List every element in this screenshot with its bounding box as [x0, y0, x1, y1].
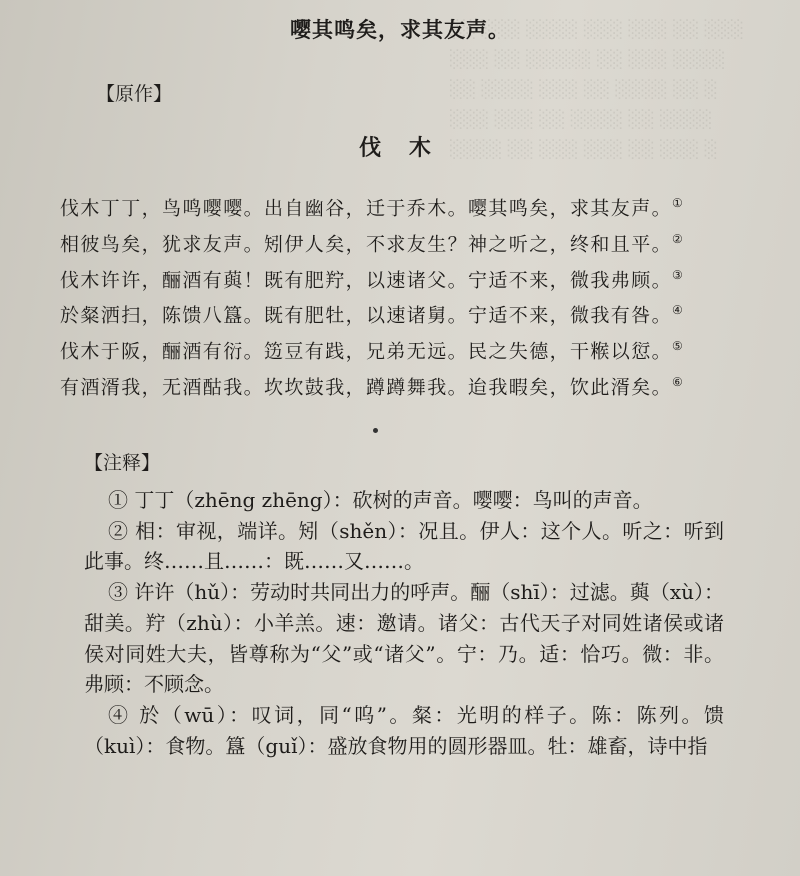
notes-label: 【注释】 [84, 452, 161, 474]
poem-line: 伐木丁丁，鸟鸣嘤嘤。出自幽谷，迁于乔木。嘤其鸣矣，求其友声。① [60, 196, 683, 220]
poem-line: 伐木于阪，酾酒有衍。笾豆有践，兄弟无远。民之失德，干糇以愆。⑤ [60, 339, 683, 363]
notes-body [84, 485, 724, 761]
print-dot [373, 428, 378, 433]
running-head: 嘤其鸣矣，求其友声。 [290, 18, 510, 42]
poem-line: 於粲洒扫，陈馈八簋。既有肥牡，以速诸舅。宁适不来，微我有咎。④ [60, 303, 683, 327]
poem-text [60, 188, 780, 403]
poem-line: 相彼鸟矣，犹求友声。矧伊人矣，不求友生？神之听之，终和且平。② [60, 231, 683, 256]
note-paragraph: ② 相：审视，端详。矧（shěn）：况且。伊人：这个人。听之：听到此事。终……且……：既……又……。 [84, 518, 724, 574]
poem-line: 伐木许许，酾酒有藇！既有肥羜，以速诸父。宁适不来，微我弗顾。③ [60, 267, 683, 291]
footnote-mark: ④ [672, 303, 683, 318]
footnote-mark: ① [672, 196, 683, 210]
poem-line: 有酒湑我，无酒酤我。坎坎鼓我，蹲蹲舞我。迨我暇矣，饮此湑矣。⑥ [60, 374, 683, 399]
poem-title: 伐 木 [359, 136, 441, 161]
footnote-mark: ③ [672, 267, 683, 282]
footnote-mark: ② [672, 231, 683, 246]
footnote-mark: ⑤ [672, 339, 683, 354]
note-paragraph: ① 丁丁（zhēng zhēng）：砍树的声音。嘤嘤：鸟叫的声音。 [108, 488, 653, 512]
footnote-mark: ⑥ [672, 374, 683, 389]
note-paragraph: ④ 於（wū）：叹词，同“呜”。粲：光明的样子。陈：陈列。馈（kuì）：食物。簋（guǐ）：盛放食物用的圆形器皿。牡：雄畜，诗中指 [84, 702, 724, 758]
original-label: 【原作】 [96, 83, 173, 105]
note-paragraph: ③ 许许（hǔ）：劳动时共同出力的呼声。酾（shī）：过滤。藇（xù）：甜美。羜（zhù）：小羊羔。速：邀请。诸父：古代天子对同姓诸侯或诸侯对同姓大夫，皆尊称为“父”或“诸父”。宁：乃。适：恰巧。微：非。弗顾：不顾念。 [84, 580, 724, 697]
bleed-through-text: ░░ ░░░ ░░░░ ░░░ ░░░ ░░ ░░░ ░░░ ░░ ░░░░░ ░░ ░░░ ░░░░ ░░ ░░░░ ░░░ ░░ ░░░░ ░░ ░ ░░░ ░░░ ░░ ░░░░ ░░ ░░░░ ░░░░ ░░ ░░░ ░░░ ░░ ░░░ ░ [450, 20, 744, 160]
